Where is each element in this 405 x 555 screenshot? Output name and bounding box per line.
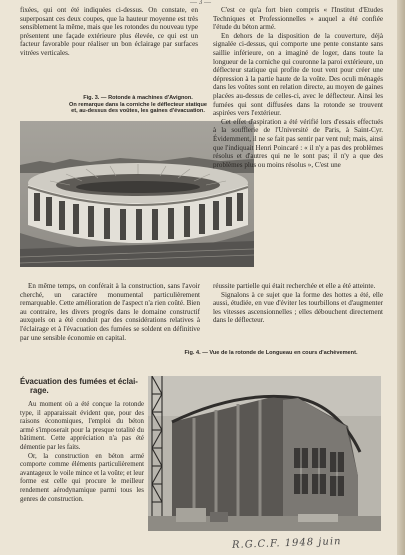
paragraph: fixées, qui ont été indiquées ci-dessus. On constate, en superposant ces deux coupes, que la hauteur moyenne est très sensiblement la même, mais que les rotondes du nouveau type présentent une façade extérieure plus élevée, ce qui est un facteur favorable pour réaliser un bon éclairage par surfaces vitrées verticales. <box>20 6 198 57</box>
page-binding-edge <box>397 0 405 555</box>
paragraph: Au moment où a été conçue la rotonde type, il apparaissait évident que, pour des raisons économiques, l'emploi du béton armé s'imposerait pour la presque totalité du bâtiment. Cette appréciation n'a pas été démentie par les faits. <box>20 401 144 451</box>
section-heading-line: rage. <box>30 386 49 395</box>
paragraph: C'est ce qu'a fort bien compris « l'Institut d'Etudes Techniques et Professionnelles » auquel a été confiée l'étude du béton armé. <box>213 6 383 32</box>
section-heading <box>20 377 150 395</box>
figure-3-caption-line: et, au-dessus des voûtes, les gaines d'évacuation. <box>71 108 205 115</box>
figure-3-caption-line: Fig. 3. — Rotonde à machines d'Avignon. <box>83 95 193 101</box>
page-number: — 3 — <box>190 0 211 6</box>
right-column-middle <box>213 282 383 325</box>
section-heading-line: Évacuation des fumées et éclai- <box>20 377 138 386</box>
left-column-intro <box>20 6 198 58</box>
paragraph: Or, la construction en béton armé comporte comme éléments particulièrement avantageux le voile mince et la voûte; et leur forme est celle qui procure le meilleur rendement aérodynamique parmi tous les genres de construction. <box>20 452 144 503</box>
figure-4-caption: Fig. 4. — Vue de la rotonde de Longueau en cours d'achèvement. <box>184 350 358 356</box>
right-column-top <box>213 6 383 169</box>
figure-4-photo <box>148 376 381 531</box>
paragraph: réussite partielle qui était recherchée et elle a été atteinte. <box>213 282 376 290</box>
handwritten-annotation: R.G.C.F. 1948 juin <box>231 536 342 551</box>
section-body <box>20 401 144 504</box>
figure-3-caption-line: On remarque dans la corniche le déflecteur statique <box>68 101 208 108</box>
paragraph: Signalons à ce sujet que la forme des hottes a été, elle aussi, étudiée, en vue d'éviter les tourbillons et d'augmenter les vitesses ascensionnelles ; elles débouchent directement dans le déflecteur. <box>213 290 383 325</box>
paragraph: En même temps, on conférait à la construction, sans l'avoir cherché, un caractère monumental particulièrement remarquable. Cette amélioration de l'aspect n'a rien coûté. Bien au contraire, les divers progrès dans le domaine constructif auxquels on a été conduit par des considérations relatives à l'éclairage et à l'évacuation des fumées se soldent en définitive par une sensible économie en capital. <box>20 282 200 342</box>
left-column-middle <box>20 282 200 342</box>
paragraph: En dehors de la disposition de la couverture, déjà signalée ci-dessus, qui comporte une pente constante sans saillie inférieure, on a imaginé de loger, dans toute la longueur de la corniche qui couronne la paroi extérieure, un déflecteur statique qui profite de tout vent pour créer une dépression à la partie haute de la voûte. Des oculi ménagés dans les voûtes sont en relation directe, au moyen de gaines placées au-dessus de celles-ci, avec le déflecteur. Ainsi les fumées qui sont diffusées dans la rotonde se trouvent aspirées vers l'extérieur. <box>213 31 383 118</box>
paragraph: Cet effet d'aspiration a été vérifié lors d'essais effectués à la soufflerie de l'Université de Paris, à Saint-Cyr. Évidemment, il ne se fait pas sentir par vent nul; mais, ainsi que l'indiquait Henri Poincaré : « il n'y a pas des problèmes résolus et d'autres qui ne le sont pas; il n'y a que des problèmes plus ou moins résolus », C'est une <box>213 117 383 169</box>
